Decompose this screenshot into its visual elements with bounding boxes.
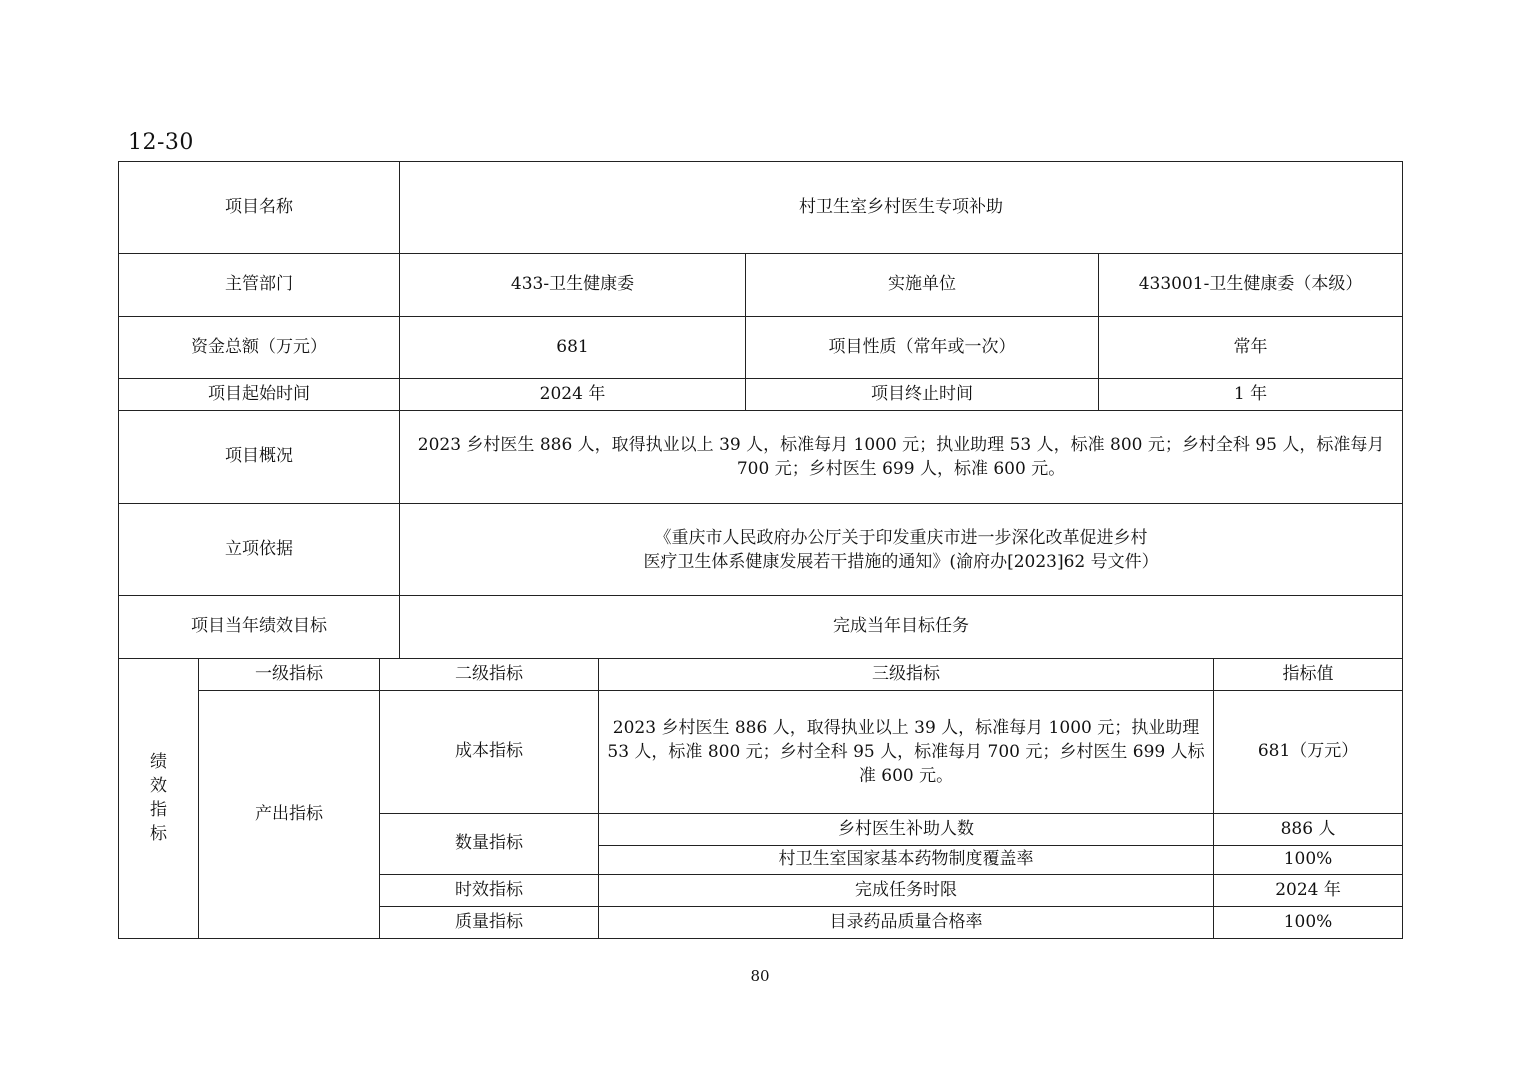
project-name-label: 项目名称 [119, 162, 400, 254]
goal-value: 完成当年目标任务 [400, 596, 1403, 659]
timeliness-value: 2024 年 [1214, 875, 1403, 907]
cost-value: 681（万元） [1214, 691, 1403, 814]
row-goal [119, 596, 1403, 659]
impl-label: 实施单位 [746, 254, 1099, 317]
overview-label: 项目概况 [119, 411, 400, 504]
level1-output: 产出指标 [199, 691, 380, 939]
basis-line-1: 《重庆市人民政府办公厅关于印发重庆市进一步深化改革促进乡村 [654, 527, 1148, 548]
basis-value [400, 504, 1403, 596]
nature-value: 常年 [1099, 317, 1403, 379]
dept-label: 主管部门 [119, 254, 400, 317]
performance-section-text: 绩效指标 [150, 752, 167, 845]
row-overview [119, 411, 1403, 504]
header-level1: 一级指标 [199, 659, 380, 691]
row-time [119, 379, 1403, 411]
quantity-item-1: 乡村医生补助人数 [599, 814, 1214, 846]
impl-value: 433001-卫生健康委（本级） [1099, 254, 1403, 317]
quantity-item-2: 村卫生室国家基本药物制度覆盖率 [599, 846, 1214, 875]
project-table [118, 161, 1403, 939]
performance-section-label [119, 659, 199, 939]
basis-line-2: 医疗卫生体系健康发展若干措施的通知》(渝府办[2023]62 号文件） [643, 551, 1159, 572]
dept-value: 433-卫生健康委 [400, 254, 746, 317]
start-label: 项目起始时间 [119, 379, 400, 411]
timeliness-level3: 完成任务时限 [599, 875, 1214, 907]
row-basis [119, 504, 1403, 596]
fund-label: 资金总额（万元） [119, 317, 400, 379]
end-label: 项目终止时间 [746, 379, 1099, 411]
header-level3: 三级指标 [599, 659, 1214, 691]
row-fund [119, 317, 1403, 379]
quantity-value-2: 100% [1214, 846, 1403, 875]
fund-value: 681 [400, 317, 746, 379]
overview-value: 2023 乡村医生 886 人，取得执业以上 39 人，标准每月 1000 元；执业助理 53 人，标准 800 元；乡村全科 95 人，标准每月 700 元；乡村医生 699 人，标准 600 元。 [400, 411, 1403, 504]
basis-label: 立项依据 [119, 504, 400, 596]
project-name-value: 村卫生室乡村医生专项补助 [400, 162, 1403, 254]
nature-label: 项目性质（常年或一次） [746, 317, 1099, 379]
timeliness-level2: 时效指标 [380, 875, 599, 907]
goal-label: 项目当年绩效目标 [119, 596, 400, 659]
quantity-level2: 数量指标 [380, 814, 599, 875]
header-value: 指标值 [1214, 659, 1403, 691]
row-cost-indicator [119, 691, 1403, 814]
page-number: 80 [750, 967, 770, 985]
row-project-name [119, 162, 1403, 254]
quality-level2: 质量指标 [380, 907, 599, 939]
page-code: 12-30 [128, 130, 194, 155]
end-value: 1 年 [1099, 379, 1403, 411]
cost-level2: 成本指标 [380, 691, 599, 814]
cost-level3: 2023 乡村医生 886 人，取得执业以上 39 人，标准每月 1000 元；执业助理 53 人，标准 800 元；乡村全科 95 人，标准每月 700 元；乡村医生 699 人标准 600 元。 [599, 691, 1214, 814]
row-indicator-headers [119, 659, 1403, 691]
row-department [119, 254, 1403, 317]
start-value: 2024 年 [400, 379, 746, 411]
quantity-value-1: 886 人 [1214, 814, 1403, 846]
quality-value: 100% [1214, 907, 1403, 939]
quality-level3: 目录药品质量合格率 [599, 907, 1214, 939]
header-level2: 二级指标 [380, 659, 599, 691]
